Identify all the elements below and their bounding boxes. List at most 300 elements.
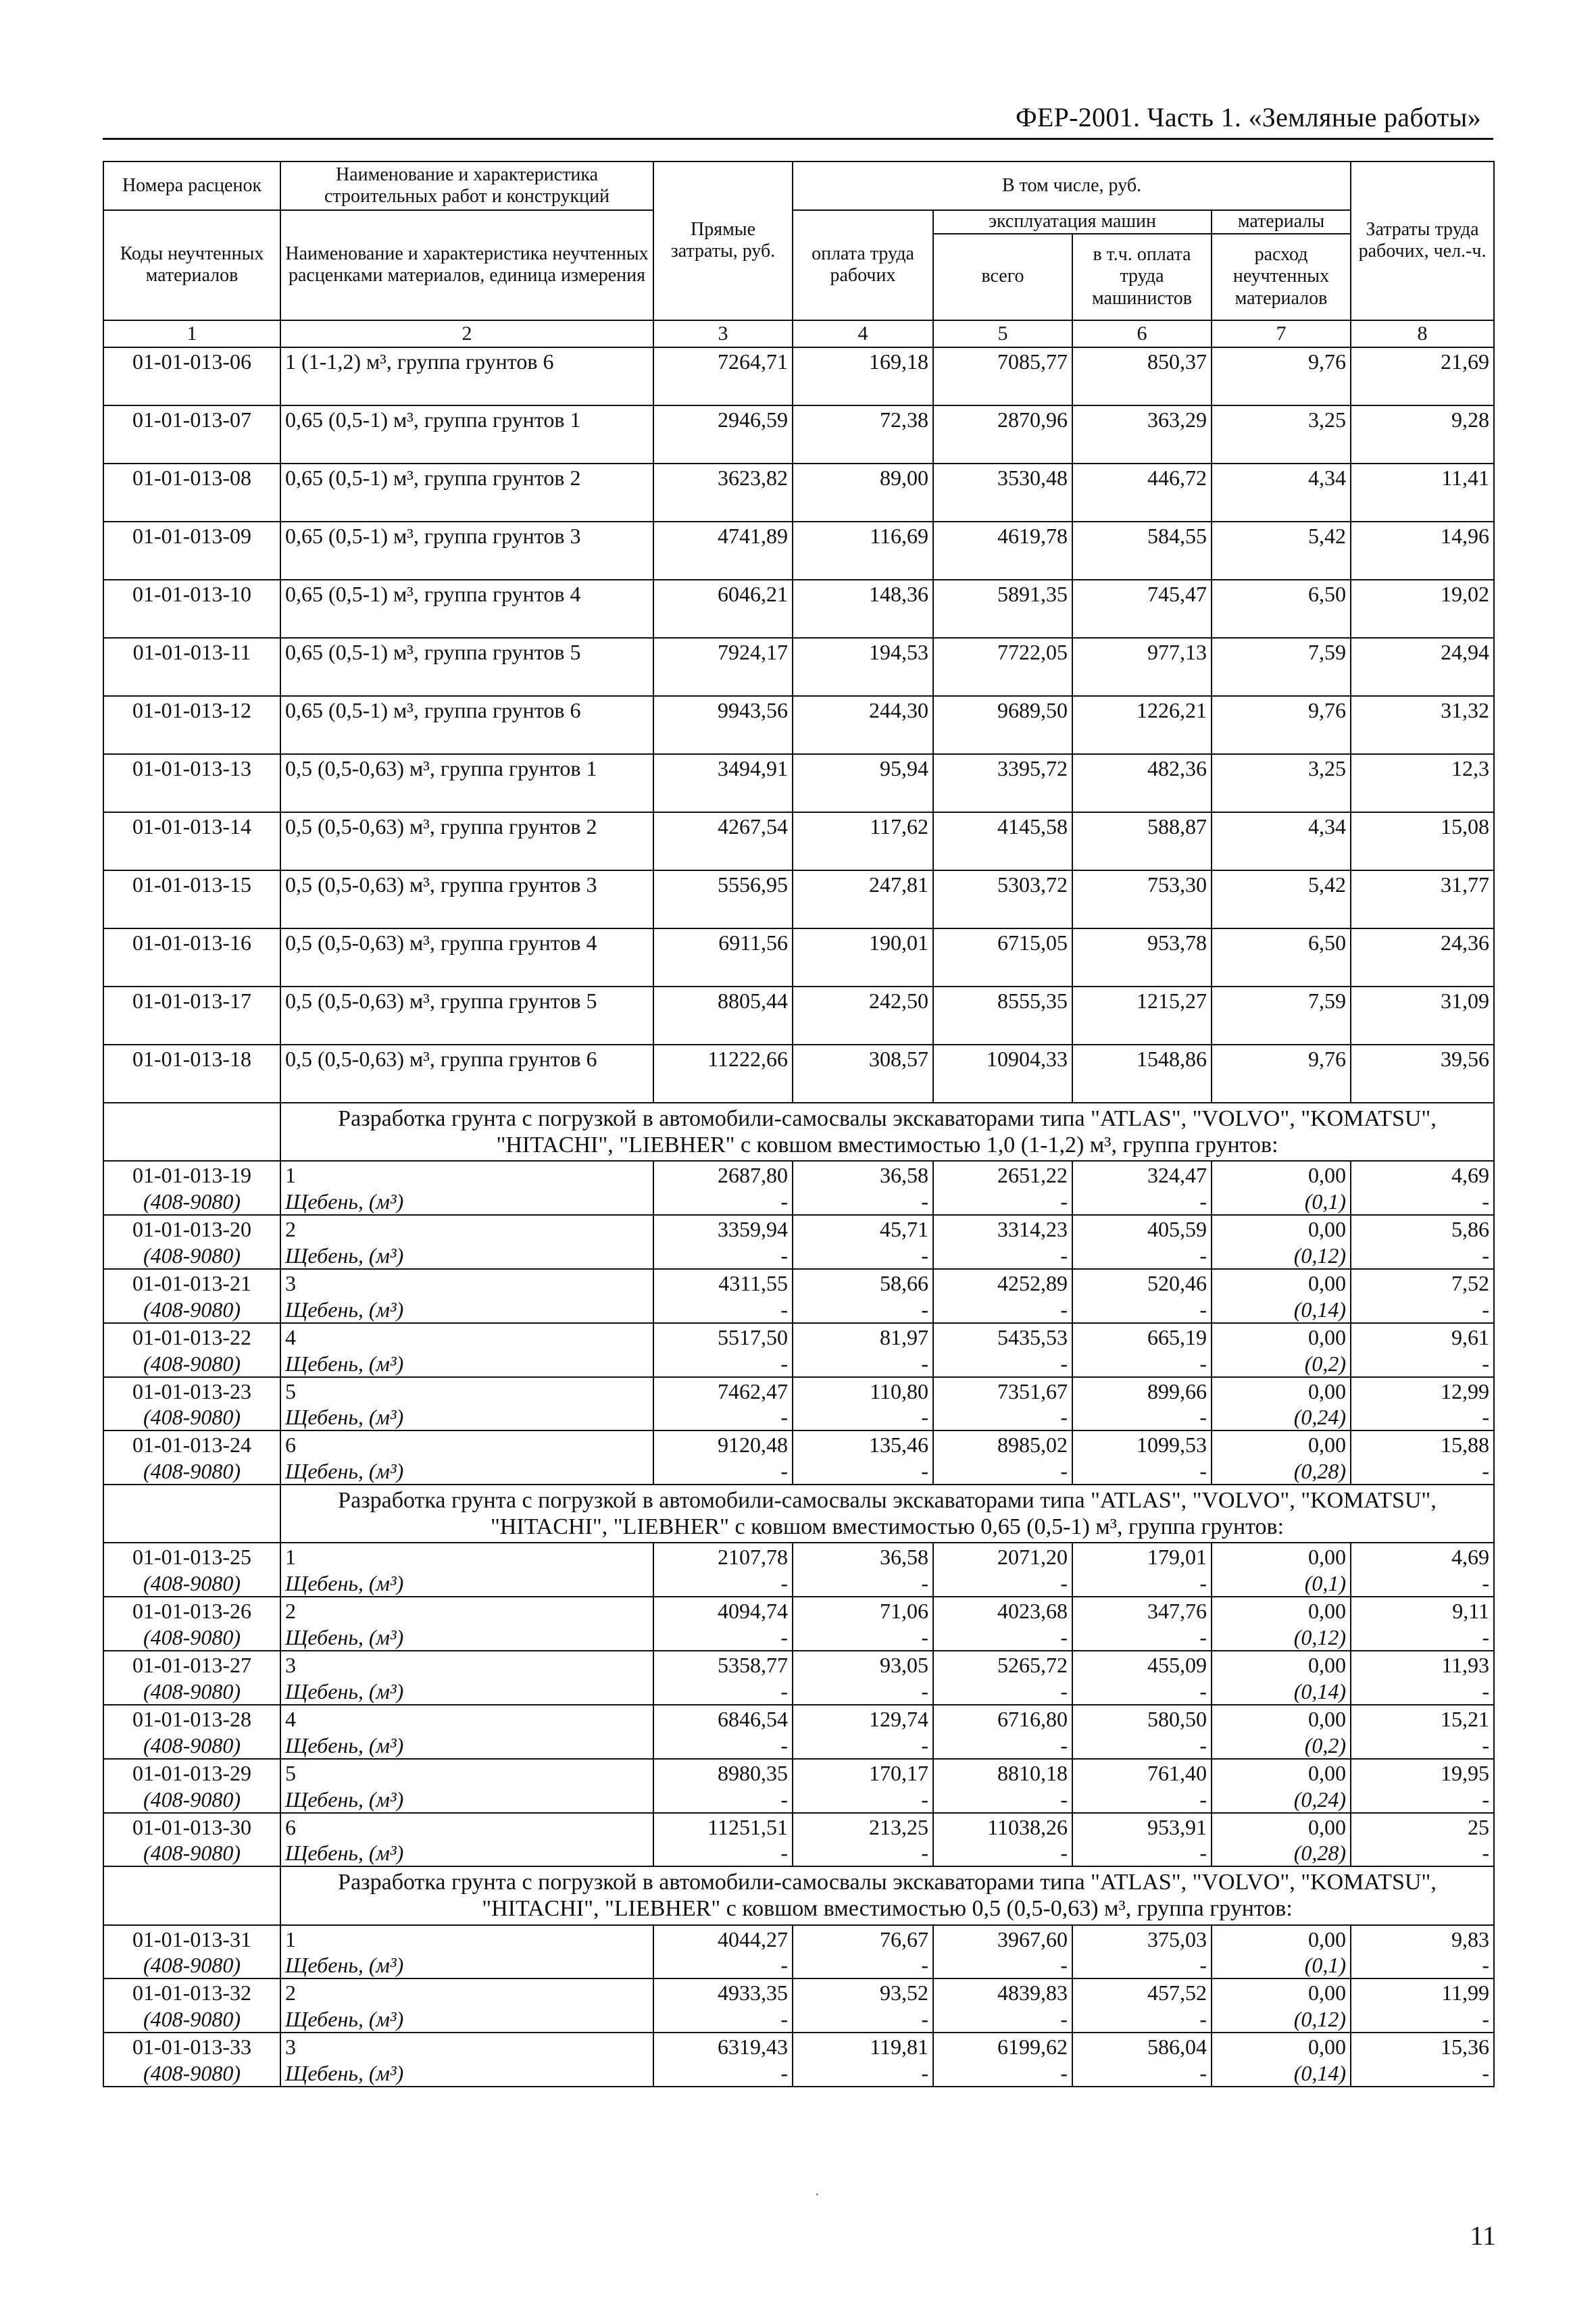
labor-hours: 15,08 — [1351, 812, 1494, 870]
labor-hours: 31,09 — [1351, 987, 1494, 1045]
materials: 0,00 — [1212, 1543, 1351, 1572]
labor-hours: 24,36 — [1351, 928, 1494, 987]
machinist-pay: 347,76 — [1072, 1597, 1212, 1626]
material-usage: (0,2) — [1212, 1352, 1351, 1377]
machines-total: 4145,58 — [933, 812, 1072, 870]
header-materials: материалы — [1212, 210, 1351, 233]
dash-cell: - — [793, 1405, 933, 1430]
dash-cell: - — [653, 1841, 793, 1866]
rate-code: 01-01-013-21 — [103, 1269, 280, 1298]
machinist-pay: 953,78 — [1072, 928, 1212, 987]
labor-pay: 81,97 — [793, 1323, 933, 1352]
direct-costs: 4044,27 — [653, 1925, 793, 1954]
labor-pay: 36,58 — [793, 1543, 933, 1572]
table-row — [103, 405, 1494, 464]
material-name: Щебень, (м³) — [280, 1298, 653, 1323]
machines-total: 6199,62 — [933, 2033, 1072, 2062]
work-description: 0,65 (0,5-1) м³, группа грунтов 1 — [280, 405, 653, 464]
labor-hours: 15,88 — [1351, 1430, 1494, 1460]
material-name: Щебень, (м³) — [280, 1190, 653, 1215]
table-header — [103, 161, 1494, 347]
materials: 6,50 — [1212, 580, 1351, 638]
work-description: 0,65 (0,5-1) м³, группа грунтов 4 — [280, 580, 653, 638]
machines-total: 2651,22 — [933, 1161, 1072, 1190]
labor-pay: 194,53 — [793, 638, 933, 696]
dash-cell: - — [1351, 1788, 1494, 1813]
labor-hours: 14,96 — [1351, 522, 1494, 580]
dash-cell: - — [1351, 1190, 1494, 1215]
work-description: 0,5 (0,5-0,63) м³, группа грунтов 5 — [280, 987, 653, 1045]
machines-total: 7351,67 — [933, 1377, 1072, 1406]
dash-cell: - — [933, 1734, 1072, 1759]
material-code: (408-9080) — [103, 1190, 280, 1215]
labor-hours: 31,32 — [1351, 696, 1494, 754]
direct-costs: 4094,74 — [653, 1597, 793, 1626]
labor-hours: 9,11 — [1351, 1597, 1494, 1626]
machines-total: 8985,02 — [933, 1430, 1072, 1460]
material-code: (408-9080) — [103, 1841, 280, 1866]
machines-total: 3967,60 — [933, 1925, 1072, 1954]
table-row — [103, 522, 1494, 580]
machines-total: 5891,35 — [933, 580, 1072, 638]
material-usage: (0,14) — [1212, 2062, 1351, 2087]
material-usage: (0,14) — [1212, 1298, 1351, 1323]
work-description: 0,65 (0,5-1) м³, группа грунтов 2 — [280, 464, 653, 522]
material-usage: (0,14) — [1212, 1680, 1351, 1705]
soil-group: 2 — [280, 1978, 653, 2008]
direct-costs: 4741,89 — [653, 522, 793, 580]
table-row — [103, 1705, 1494, 1734]
materials: 9,76 — [1212, 1045, 1351, 1103]
machines-total: 3395,72 — [933, 754, 1072, 812]
header-machinist-pay: в т.ч. оплата труда машинистов — [1072, 234, 1212, 320]
table-row — [103, 638, 1494, 696]
dash-cell: - — [793, 1734, 933, 1759]
dash-cell: - — [793, 1298, 933, 1323]
rate-code: 01-01-013-08 — [103, 464, 280, 522]
labor-hours: 11,93 — [1351, 1651, 1494, 1680]
machines-total: 5265,72 — [933, 1651, 1072, 1680]
dash-cell: - — [1072, 1190, 1212, 1215]
material-row — [103, 1626, 1494, 1651]
dash-cell: - — [653, 1460, 793, 1485]
header-col-number: 4 — [793, 320, 933, 348]
labor-pay: 117,62 — [793, 812, 933, 870]
machinist-pay: 446,72 — [1072, 464, 1212, 522]
material-name: Щебень, (м³) — [280, 1841, 653, 1866]
labor-pay: 244,30 — [793, 696, 933, 754]
materials: 5,42 — [1212, 870, 1351, 928]
section-spacer — [103, 1866, 280, 1924]
material-name: Щебень, (м³) — [280, 1244, 653, 1269]
dash-cell: - — [1351, 1298, 1494, 1323]
table-row — [103, 1759, 1494, 1788]
material-row — [103, 1734, 1494, 1759]
soil-group: 2 — [280, 1597, 653, 1626]
labor-hours: 11,99 — [1351, 1978, 1494, 2008]
rate-code: 01-01-013-24 — [103, 1430, 280, 1460]
table-row — [103, 1651, 1494, 1680]
machinist-pay: 584,55 — [1072, 522, 1212, 580]
dash-cell: - — [793, 1190, 933, 1215]
header-materials-usage: расход неучтенных материалов — [1212, 234, 1351, 320]
rate-code: 01-01-013-10 — [103, 580, 280, 638]
table-row — [103, 1543, 1494, 1572]
table-row — [103, 1215, 1494, 1244]
header-col-number: 1 — [103, 320, 280, 348]
labor-pay: 72,38 — [793, 405, 933, 464]
machinist-pay: 1548,86 — [1072, 1045, 1212, 1103]
machines-total: 4023,68 — [933, 1597, 1072, 1626]
table-row — [103, 1377, 1494, 1406]
machinist-pay: 586,04 — [1072, 2033, 1212, 2062]
rate-code: 01-01-013-33 — [103, 2033, 280, 2062]
machinist-pay: 665,19 — [1072, 1323, 1212, 1352]
material-code: (408-9080) — [103, 1460, 280, 1485]
machinist-pay: 179,01 — [1072, 1543, 1212, 1572]
material-usage: (0,12) — [1212, 2008, 1351, 2033]
dash-cell: - — [1351, 1572, 1494, 1597]
table-row — [103, 754, 1494, 812]
material-row — [103, 1680, 1494, 1705]
material-usage: (0,1) — [1212, 1953, 1351, 1978]
material-name: Щебень, (м³) — [280, 1680, 653, 1705]
machinist-pay: 375,03 — [1072, 1925, 1212, 1954]
material-code: (408-9080) — [103, 1953, 280, 1978]
machinist-pay: 455,09 — [1072, 1651, 1212, 1680]
labor-pay: 36,58 — [793, 1161, 933, 1190]
dash-cell: - — [1072, 1460, 1212, 1485]
direct-costs: 9120,48 — [653, 1430, 793, 1460]
table-row — [103, 1978, 1494, 2008]
labor-hours: 11,41 — [1351, 464, 1494, 522]
direct-costs: 6319,43 — [653, 2033, 793, 2062]
materials: 0,00 — [1212, 1161, 1351, 1190]
rate-code: 01-01-013-23 — [103, 1377, 280, 1406]
machines-total: 10904,33 — [933, 1045, 1072, 1103]
rate-code: 01-01-013-22 — [103, 1323, 280, 1352]
materials: 0,00 — [1212, 1377, 1351, 1406]
direct-costs: 2946,59 — [653, 405, 793, 464]
direct-costs: 5358,77 — [653, 1651, 793, 1680]
materials: 0,00 — [1212, 2033, 1351, 2062]
dash-cell: - — [793, 1841, 933, 1866]
labor-pay: 308,57 — [793, 1045, 933, 1103]
materials: 9,76 — [1212, 696, 1351, 754]
dash-cell: - — [1072, 1788, 1212, 1813]
machinist-pay: 580,50 — [1072, 1705, 1212, 1734]
direct-costs: 4933,35 — [653, 1978, 793, 2008]
labor-pay: 148,36 — [793, 580, 933, 638]
soil-group: 1 — [280, 1161, 653, 1190]
header-col-number: 7 — [1212, 320, 1351, 348]
material-name: Щебень, (м³) — [280, 1460, 653, 1485]
rate-code: 01-01-013-12 — [103, 696, 280, 754]
dash-cell: - — [1072, 1953, 1212, 1978]
work-description: 0,5 (0,5-0,63) м³, группа грунтов 6 — [280, 1045, 653, 1103]
dash-cell: - — [1072, 2062, 1212, 2087]
soil-group: 1 — [280, 1543, 653, 1572]
machines-total: 4619,78 — [933, 522, 1072, 580]
machines-total: 6716,80 — [933, 1705, 1072, 1734]
table-row — [103, 1813, 1494, 1842]
table-row — [103, 696, 1494, 754]
page-number: 11 — [1470, 2220, 1496, 2251]
material-row — [103, 1953, 1494, 1978]
soil-group: 1 — [280, 1925, 653, 1954]
rate-code: 01-01-013-16 — [103, 928, 280, 987]
dash-cell: - — [1072, 1626, 1212, 1651]
direct-costs: 9943,56 — [653, 696, 793, 754]
materials: 6,50 — [1212, 928, 1351, 987]
materials: 0,00 — [1212, 1925, 1351, 1954]
labor-pay: 119,81 — [793, 2033, 933, 2062]
material-usage: (0,24) — [1212, 1788, 1351, 1813]
labor-pay: 93,05 — [793, 1651, 933, 1680]
table-row — [103, 580, 1494, 638]
materials: 0,00 — [1212, 1759, 1351, 1788]
direct-costs: 2107,78 — [653, 1543, 793, 1572]
materials: 3,25 — [1212, 405, 1351, 464]
rate-code: 01-01-013-30 — [103, 1813, 280, 1842]
table-row — [103, 1161, 1494, 1190]
labor-hours: 9,61 — [1351, 1323, 1494, 1352]
machinist-pay: 588,87 — [1072, 812, 1212, 870]
labor-pay: 116,69 — [793, 522, 933, 580]
direct-costs: 6911,56 — [653, 928, 793, 987]
dash-cell: - — [1351, 1626, 1494, 1651]
material-row — [103, 1190, 1494, 1215]
work-description: 0,5 (0,5-0,63) м³, группа грунтов 4 — [280, 928, 653, 987]
material-name: Щебень, (м³) — [280, 1953, 653, 1978]
material-name: Щебень, (м³) — [280, 1734, 653, 1759]
labor-hours: 4,69 — [1351, 1161, 1494, 1190]
dash-cell: - — [1351, 1460, 1494, 1485]
direct-costs: 7462,47 — [653, 1377, 793, 1406]
dash-cell: - — [1351, 1405, 1494, 1430]
material-row — [103, 1405, 1494, 1430]
material-row — [103, 2008, 1494, 2033]
rate-code: 01-01-013-17 — [103, 987, 280, 1045]
material-usage: (0,24) — [1212, 1405, 1351, 1430]
dash-cell: - — [653, 1680, 793, 1705]
machines-total: 3530,48 — [933, 464, 1072, 522]
header-rule — [103, 138, 1493, 140]
materials: 7,59 — [1212, 638, 1351, 696]
material-usage: (0,12) — [1212, 1626, 1351, 1651]
dash-cell: - — [793, 1626, 933, 1651]
machinist-pay: 745,47 — [1072, 580, 1212, 638]
labor-pay: 169,18 — [793, 347, 933, 405]
section-heading: Разработка грунта с погрузкой в автомобили-самосвалы экскаваторами типа "ATLAS", "VOLVO", "KOMATSU", "HITACHI", "LIEBHER" с ковшом вместимостью 1,0 (1-1,2) м³, группа грунтов: — [280, 1103, 1494, 1161]
table-row — [103, 1269, 1494, 1298]
rate-code: 01-01-013-07 — [103, 405, 280, 464]
header-col-number: 3 — [653, 320, 793, 348]
labor-hours: 12,3 — [1351, 754, 1494, 812]
labor-pay: 242,50 — [793, 987, 933, 1045]
table-row — [103, 2033, 1494, 2062]
machinist-pay: 899,66 — [1072, 1377, 1212, 1406]
dash-cell: - — [1351, 1244, 1494, 1269]
header-name-bottom: Наименование и характеристика неучтенных расценками материалов, единица измерения — [280, 210, 653, 320]
rate-code: 01-01-013-29 — [103, 1759, 280, 1788]
material-row — [103, 1572, 1494, 1597]
table-body — [103, 347, 1494, 2087]
dash-cell: - — [793, 1788, 933, 1813]
table-row — [103, 347, 1494, 405]
rate-code: 01-01-013-13 — [103, 754, 280, 812]
materials: 0,00 — [1212, 1651, 1351, 1680]
labor-pay: 247,81 — [793, 870, 933, 928]
machines-total: 4252,89 — [933, 1269, 1072, 1298]
machines-total: 4839,83 — [933, 1978, 1072, 2008]
labor-hours: 19,95 — [1351, 1759, 1494, 1788]
table-row — [103, 928, 1494, 987]
section-heading: Разработка грунта с погрузкой в автомобили-самосвалы экскаваторами типа "ATLAS", "VOLVO", "KOMATSU", "HITACHI", "LIEBHER" с ковшом вместимостью 0,5 (0,5-0,63) м³, группа грунтов: — [280, 1866, 1494, 1924]
machines-total: 3314,23 — [933, 1215, 1072, 1244]
header-col-number: 8 — [1351, 320, 1494, 348]
header-name-top: Наименование и характеристика строительных работ и конструкций — [280, 161, 653, 210]
dash-cell: - — [653, 2008, 793, 2033]
dash-cell: - — [653, 1190, 793, 1215]
direct-costs: 7924,17 — [653, 638, 793, 696]
direct-costs: 8980,35 — [653, 1759, 793, 1788]
material-name: Щебень, (м³) — [280, 1405, 653, 1430]
header-rate-numbers: Номера расценок — [103, 161, 280, 210]
material-usage: (0,2) — [1212, 1734, 1351, 1759]
materials: 4,34 — [1212, 812, 1351, 870]
labor-hours: 39,56 — [1351, 1045, 1494, 1103]
dash-cell: - — [1351, 1352, 1494, 1377]
dash-cell: - — [653, 2062, 793, 2087]
dash-cell: - — [933, 1626, 1072, 1651]
dash-cell: - — [933, 1405, 1072, 1430]
dash-cell: - — [1351, 1841, 1494, 1866]
work-description: 0,5 (0,5-0,63) м³, группа грунтов 3 — [280, 870, 653, 928]
header-including: В том числе, руб. — [793, 161, 1351, 210]
dash-cell: - — [653, 1626, 793, 1651]
materials: 0,00 — [1212, 1705, 1351, 1734]
labor-hours: 21,69 — [1351, 347, 1494, 405]
rate-code: 01-01-013-20 — [103, 1215, 280, 1244]
material-usage: (0,1) — [1212, 1572, 1351, 1597]
material-code: (408-9080) — [103, 1298, 280, 1323]
direct-costs: 3623,82 — [653, 464, 793, 522]
rate-code: 01-01-013-06 — [103, 347, 280, 405]
soil-group: 5 — [280, 1377, 653, 1406]
materials: 0,00 — [1212, 1269, 1351, 1298]
materials: 5,42 — [1212, 522, 1351, 580]
table-row — [103, 812, 1494, 870]
dash-cell: - — [1072, 1352, 1212, 1377]
labor-hours: 31,77 — [1351, 870, 1494, 928]
machines-total: 2870,96 — [933, 405, 1072, 464]
dash-cell: - — [653, 1244, 793, 1269]
material-usage: (0,28) — [1212, 1460, 1351, 1485]
machinist-pay: 1215,27 — [1072, 987, 1212, 1045]
rate-code: 01-01-013-31 — [103, 1925, 280, 1954]
dash-cell: - — [1072, 1734, 1212, 1759]
material-code: (408-9080) — [103, 1680, 280, 1705]
material-row — [103, 1298, 1494, 1323]
machinist-pay: 324,47 — [1072, 1161, 1212, 1190]
machinist-pay: 482,36 — [1072, 754, 1212, 812]
header-codes: Коды неучтенных материалов — [103, 210, 280, 320]
rate-code: 01-01-013-09 — [103, 522, 280, 580]
dash-cell: - — [653, 1788, 793, 1813]
material-name: Щебень, (м³) — [280, 1572, 653, 1597]
material-code: (408-9080) — [103, 1244, 280, 1269]
work-description: 1 (1-1,2) м³, группа грунтов 6 — [280, 347, 653, 405]
section-heading-row — [103, 1866, 1494, 1924]
soil-group: 6 — [280, 1430, 653, 1460]
dash-cell: - — [653, 1953, 793, 1978]
section-heading-row — [103, 1103, 1494, 1161]
labor-pay: 89,00 — [793, 464, 933, 522]
material-usage: (0,12) — [1212, 1244, 1351, 1269]
machines-total: 2071,20 — [933, 1543, 1072, 1572]
material-row — [103, 1352, 1494, 1377]
direct-costs: 11251,51 — [653, 1813, 793, 1842]
rate-code: 01-01-013-27 — [103, 1651, 280, 1680]
dash-cell: - — [653, 1734, 793, 1759]
document-header: ФЕР-2001. Часть 1. «Земляные работы» — [1015, 102, 1481, 132]
header-labor-costs: Затраты труда рабочих, чел.-ч. — [1351, 161, 1494, 320]
header-col-number: 6 — [1072, 320, 1212, 348]
machinist-pay: 1099,53 — [1072, 1430, 1212, 1460]
machines-total: 5303,72 — [933, 870, 1072, 928]
direct-costs: 4267,54 — [653, 812, 793, 870]
dash-cell: - — [793, 1352, 933, 1377]
machines-total: 11038,26 — [933, 1813, 1072, 1842]
dash-cell: - — [933, 1788, 1072, 1813]
labor-pay: 213,25 — [793, 1813, 933, 1842]
machinist-pay: 1226,21 — [1072, 696, 1212, 754]
machinist-pay: 953,91 — [1072, 1813, 1212, 1842]
material-row — [103, 1788, 1494, 1813]
rate-code: 01-01-013-26 — [103, 1597, 280, 1626]
labor-hours: 12,99 — [1351, 1377, 1494, 1406]
labor-hours: 4,69 — [1351, 1543, 1494, 1572]
direct-costs: 3359,94 — [653, 1215, 793, 1244]
materials: 7,59 — [1212, 987, 1351, 1045]
dash-cell: - — [1072, 1572, 1212, 1597]
dash-cell: - — [1072, 1841, 1212, 1866]
labor-hours: 15,36 — [1351, 2033, 1494, 2062]
dash-cell: - — [1072, 1405, 1212, 1430]
labor-hours: 9,28 — [1351, 405, 1494, 464]
material-name: Щебень, (м³) — [280, 1626, 653, 1651]
direct-costs: 5556,95 — [653, 870, 793, 928]
material-row — [103, 1841, 1494, 1866]
soil-group: 3 — [280, 2033, 653, 2062]
dash-cell: - — [793, 1680, 933, 1705]
labor-pay: 170,17 — [793, 1759, 933, 1788]
material-code: (408-9080) — [103, 2062, 280, 2087]
material-code: (408-9080) — [103, 1734, 280, 1759]
rate-code: 01-01-013-19 — [103, 1161, 280, 1190]
rate-code: 01-01-013-15 — [103, 870, 280, 928]
material-code: (408-9080) — [103, 1572, 280, 1597]
dash-cell: - — [933, 1460, 1072, 1485]
work-description: 0,65 (0,5-1) м³, группа грунтов 6 — [280, 696, 653, 754]
section-heading: Разработка грунта с погрузкой в автомобили-самосвалы экскаваторами типа "ATLAS", "VOLVO", "KOMATSU", "HITACHI", "LIEBHER" с ковшом вместимостью 0,65 (0,5-1) м³, группа грунтов: — [280, 1485, 1494, 1543]
dash-cell: - — [1351, 1953, 1494, 1978]
section-spacer — [103, 1485, 280, 1543]
material-code: (408-9080) — [103, 1626, 280, 1651]
material-name: Щебень, (м³) — [280, 2008, 653, 2033]
material-usage: (0,1) — [1212, 1190, 1351, 1215]
